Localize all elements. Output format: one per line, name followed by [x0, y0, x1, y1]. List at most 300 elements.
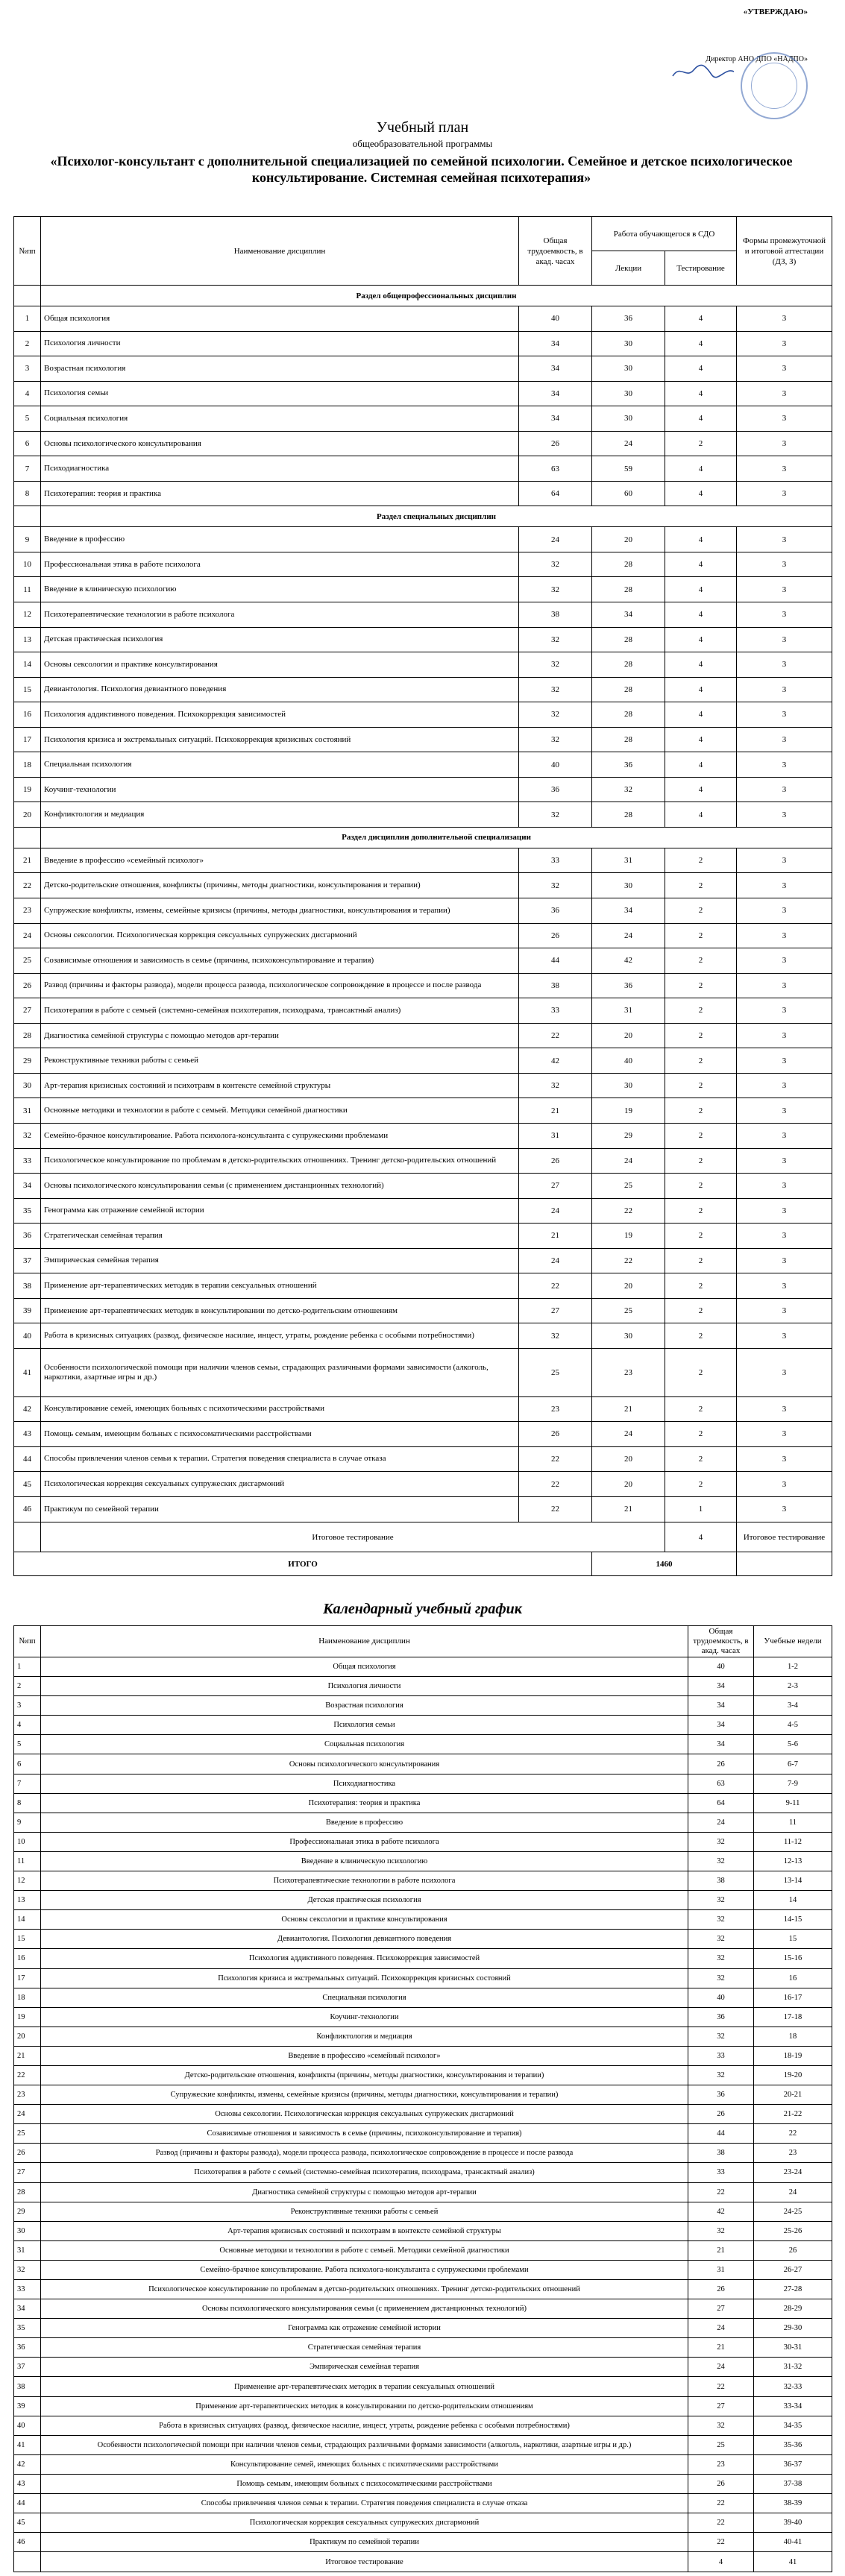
name-cell: Способы привлечения членов семьи к терапии. Стратегия поведения специалиста в случае отказа	[41, 2494, 688, 2513]
calendar-row	[14, 1813, 832, 1832]
lectures-cell: 19	[592, 1098, 665, 1124]
calendar-row	[14, 2454, 832, 2474]
num-cell: 27	[14, 998, 41, 1024]
name-cell: Реконструктивные техники работы с семьей	[41, 1048, 519, 1074]
name-cell: Семейно-брачное консультирование. Работа психолога-консультанта с супружескими проблемами	[41, 2260, 688, 2279]
name-cell: Общая психология	[41, 306, 519, 332]
weeks-cell: 11-12	[754, 1832, 832, 1851]
hours-cell: 34	[519, 381, 592, 406]
hours-cell: 22	[688, 2533, 754, 2552]
testing-cell: 2	[665, 1396, 737, 1422]
num-cell: 34	[14, 2299, 41, 2319]
num-cell: 14	[14, 1910, 41, 1930]
num-cell: 26	[14, 973, 41, 998]
lectures-cell: 28	[592, 577, 665, 602]
curriculum-table	[13, 216, 832, 1576]
testing-cell: 4	[665, 381, 737, 406]
weeks-cell: 29-30	[754, 2319, 832, 2338]
hours-cell: 34	[519, 356, 592, 382]
hours-cell: 64	[688, 1793, 754, 1813]
num-cell: 27	[14, 2163, 41, 2182]
form-cell: 3	[737, 948, 832, 974]
name-cell: Применение арт-терапевтических методик в терапии сексуальных отношений	[41, 1273, 519, 1299]
form-cell: 3	[737, 898, 832, 924]
name-cell: Психология аддиктивного поведения. Психокоррекция зависимостей	[41, 702, 519, 728]
form-cell: 3	[737, 1023, 832, 1048]
hours-cell: 32	[688, 1930, 754, 1949]
testing-cell: 2	[665, 1023, 737, 1048]
hours-cell: 36	[688, 2085, 754, 2105]
testing-cell: 2	[665, 1073, 737, 1098]
calendar-row	[14, 1832, 832, 1851]
hours-cell: 40	[688, 1657, 754, 1677]
num-cell: 39	[14, 2396, 41, 2416]
weeks-cell: 40-41	[754, 2533, 832, 2552]
testing-cell: 2	[665, 431, 737, 456]
testing-cell: 2	[665, 1298, 737, 1323]
testing-cell: 4	[665, 677, 737, 702]
testing-cell: 4	[665, 552, 737, 577]
weeks-cell: 13-14	[754, 1871, 832, 1891]
lectures-cell: 36	[592, 973, 665, 998]
num-cell: 11	[14, 1851, 41, 1871]
testing-cell: 2	[665, 923, 737, 948]
testing-cell: 4	[665, 702, 737, 728]
calendar-row	[14, 2260, 832, 2279]
hours-cell: 36	[519, 777, 592, 802]
calendar-row	[14, 1657, 832, 1677]
num-cell: 44	[14, 1446, 41, 1472]
hours-cell: 32	[519, 702, 592, 728]
name-cell: Психотерапия в работе с семьей (системно-семейная психотерапия, психодрама, трансактный анализ)	[41, 998, 519, 1024]
name-cell: Психодиагностика	[41, 1774, 688, 1793]
hours-cell: 32	[519, 873, 592, 898]
num-cell: 22	[14, 2065, 41, 2085]
lectures-cell: 30	[592, 1073, 665, 1098]
num-cell: 21	[14, 2046, 41, 2065]
name-cell: Психология кризиса и экстремальных ситуаций. Психокоррекция кризисных состояний	[41, 727, 519, 752]
testing-cell: 2	[665, 1098, 737, 1124]
form-cell: 3	[737, 577, 832, 602]
section-title: Раздел общепрофессиональных дисциплин	[41, 286, 832, 306]
approval-word: «УТВЕРЖДАЮ»	[743, 7, 808, 16]
lectures-cell: 30	[592, 381, 665, 406]
hours-cell: 40	[688, 1988, 754, 2007]
hours-cell: 32	[519, 727, 592, 752]
calendar-row	[14, 1851, 832, 1871]
hours-cell: 32	[519, 552, 592, 577]
hours-cell: 32	[688, 2065, 754, 2085]
hours-cell: 32	[519, 802, 592, 828]
weeks-cell: 14	[754, 1891, 832, 1910]
hours-cell: 38	[688, 1871, 754, 1891]
weeks-cell: 2-3	[754, 1677, 832, 1696]
name-cell: Детская практическая психология	[41, 627, 519, 652]
lectures-cell: 28	[592, 802, 665, 828]
lectures-cell: 42	[592, 948, 665, 974]
testing-cell: 2	[665, 1472, 737, 1497]
name-cell: Практикум по семейной терапии	[41, 2533, 688, 2552]
name-cell: Применение арт-терапевтических методик в терапии сексуальных отношений	[41, 2377, 688, 2396]
table-row	[14, 802, 832, 828]
weeks-cell: 33-34	[754, 2396, 832, 2416]
testing-cell: 2	[665, 1348, 737, 1396]
num-cell: 3	[14, 1696, 41, 1716]
num-cell: 2	[14, 1677, 41, 1696]
testing-cell: 4	[665, 577, 737, 602]
num-cell: 17	[14, 727, 41, 752]
num-cell: 15	[14, 677, 41, 702]
num-cell: 29	[14, 1048, 41, 1074]
num-cell: 31	[14, 1098, 41, 1124]
hours-cell: 42	[688, 2202, 754, 2221]
hours-cell: 24	[519, 1198, 592, 1224]
cal-header-hours: Общая трудоемкость, в акад. часах	[688, 1626, 754, 1657]
testing-cell: 4	[665, 727, 737, 752]
form-cell: 3	[737, 1422, 832, 1447]
hours-cell: 22	[688, 2377, 754, 2396]
table-row	[14, 1198, 832, 1224]
num-cell: 34	[14, 1174, 41, 1199]
num-cell: 11	[14, 577, 41, 602]
lectures-cell: 28	[592, 652, 665, 678]
weeks-cell: 6-7	[754, 1754, 832, 1774]
table-row	[14, 777, 832, 802]
hours-cell: 33	[688, 2163, 754, 2182]
hours-cell: 32	[519, 577, 592, 602]
name-cell: Социальная психология	[41, 1735, 688, 1754]
calendar-row	[14, 1949, 832, 1968]
name-cell: Введение в профессию	[41, 527, 519, 552]
name-cell: Девиантология. Психология девиантного поведения	[41, 1930, 688, 1949]
table-row	[14, 677, 832, 702]
num-cell: 33	[14, 2280, 41, 2299]
hours-cell: 34	[688, 1677, 754, 1696]
calendar-row	[14, 2163, 832, 2182]
lectures-cell: 24	[592, 923, 665, 948]
form-cell: 3	[737, 873, 832, 898]
table-row	[14, 381, 832, 406]
table-row	[14, 948, 832, 974]
testing-cell: 2	[665, 1174, 737, 1199]
form-cell: 3	[737, 998, 832, 1024]
hours-cell: 32	[519, 1323, 592, 1349]
hours-cell: 32	[519, 677, 592, 702]
name-cell: Конфликтология и медиация	[41, 2027, 688, 2046]
num-cell: 30	[14, 2221, 41, 2240]
calendar-row	[14, 2105, 832, 2124]
seal-stamp-icon	[741, 52, 808, 119]
calendar-row	[14, 2144, 832, 2163]
name-cell: Основы сексологии. Психологическая коррекция сексуальных супружеских дисгармоний	[41, 2105, 688, 2124]
table-row	[14, 1148, 832, 1174]
weeks-cell: 5-6	[754, 1735, 832, 1754]
lectures-cell: 22	[592, 1198, 665, 1224]
lectures-cell: 32	[592, 777, 665, 802]
calendar-row	[14, 2046, 832, 2065]
calendar-row	[14, 2513, 832, 2533]
name-cell: Способы привлечения членов семьи к терапии. Стратегия поведения специалиста в случае отказа	[41, 1446, 519, 1472]
calendar-table-wrap	[13, 1625, 832, 2572]
name-cell: Основы психологического консультирования	[41, 1754, 688, 1774]
weeks-cell: 4-5	[754, 1716, 832, 1735]
hours-cell: 22	[519, 1273, 592, 1299]
calendar-row	[14, 2377, 832, 2396]
num-cell: 28	[14, 2182, 41, 2202]
name-cell: Основные методики и технологии в работе с семьей. Методики семейной диагностики	[41, 1098, 519, 1124]
hours-cell: 27	[688, 2396, 754, 2416]
hours-cell: 34	[688, 1716, 754, 1735]
testing-cell: 2	[665, 1323, 737, 1349]
testing-cell: 4	[665, 752, 737, 778]
name-cell: Психотерапия: теория и практика	[41, 481, 519, 506]
name-cell: Основы психологического консультирования семьи (с применением дистанционных технологий)	[41, 1174, 519, 1199]
hours-cell: 31	[519, 1123, 592, 1148]
name-cell: Психологическая коррекция сексуальных супружеских дисгармоний	[41, 1472, 519, 1497]
weeks-cell: 32-33	[754, 2377, 832, 2396]
num-cell: 17	[14, 1968, 41, 1988]
name-cell: Общая психология	[41, 1657, 688, 1677]
table-row	[14, 552, 832, 577]
name-cell: Работа в кризисных ситуациях (развод, физическое насилие, инцест, утраты, рождение ребенка с особыми потребностями)	[41, 1323, 519, 1349]
name-cell: Детская практическая психология	[41, 1891, 688, 1910]
testing-cell: 2	[665, 898, 737, 924]
num-cell: 45	[14, 2513, 41, 2533]
name-cell: Основные методики и технологии в работе с семьей. Методики семейной диагностики	[41, 2240, 688, 2260]
num-cell: 32	[14, 1123, 41, 1148]
lectures-cell: 30	[592, 873, 665, 898]
num-cell: 16	[14, 702, 41, 728]
testing-cell: 2	[665, 1446, 737, 1472]
form-cell: 3	[737, 1098, 832, 1124]
name-cell: Введение в профессию	[41, 1813, 688, 1832]
hours-cell: 32	[688, 2416, 754, 2435]
calendar-final-weeks: 41	[754, 2552, 832, 2572]
name-cell: Профессиональная этика в работе психолога	[41, 552, 519, 577]
calendar-row	[14, 1774, 832, 1793]
lectures-cell: 30	[592, 406, 665, 432]
section-row	[14, 827, 832, 848]
hours-cell: 25	[688, 2435, 754, 2454]
weeks-cell: 35-36	[754, 2435, 832, 2454]
hours-cell: 21	[688, 2240, 754, 2260]
calendar-row	[14, 2027, 832, 2046]
form-cell: 3	[737, 652, 832, 678]
table-row	[14, 848, 832, 873]
num-cell: 24	[14, 2105, 41, 2124]
cal-header-name: Наименование дисциплин	[41, 1626, 688, 1657]
num-cell: 31	[14, 2240, 41, 2260]
weeks-cell: 27-28	[754, 2280, 832, 2299]
hours-cell: 21	[688, 2338, 754, 2358]
lectures-cell: 24	[592, 1422, 665, 1447]
calendar-final-label: Итоговое тестирование	[41, 2552, 688, 2572]
lectures-cell: 29	[592, 1123, 665, 1148]
table-row	[14, 431, 832, 456]
num-cell: 46	[14, 2533, 41, 2552]
hours-cell: 34	[688, 1696, 754, 1716]
num-cell: 42	[14, 1396, 41, 1422]
form-cell: 3	[737, 456, 832, 482]
testing-cell: 4	[665, 456, 737, 482]
testing-cell: 4	[665, 527, 737, 552]
name-cell: Детско-родительские отношения, конфликты (причины, методы диагностики, консультирования и терапии)	[41, 2065, 688, 2085]
form-cell: 3	[737, 973, 832, 998]
weeks-cell: 3-4	[754, 1696, 832, 1716]
section-title: Раздел дисциплин дополнительной специализации	[41, 827, 832, 848]
num-cell: 9	[14, 527, 41, 552]
num-cell: 45	[14, 1472, 41, 1497]
num-cell: 41	[14, 1348, 41, 1396]
weeks-cell: 18	[754, 2027, 832, 2046]
lectures-cell: 19	[592, 1224, 665, 1249]
table-row	[14, 752, 832, 778]
weeks-cell: 22	[754, 2124, 832, 2144]
calendar-row	[14, 1988, 832, 2007]
lectures-cell: 30	[592, 1323, 665, 1349]
form-cell: 3	[737, 356, 832, 382]
name-cell: Эмпирическая семейная терапия	[41, 2358, 688, 2377]
testing-cell: 2	[665, 1198, 737, 1224]
form-cell: 3	[737, 752, 832, 778]
num-cell: 4	[14, 1716, 41, 1735]
hours-cell: 36	[688, 2007, 754, 2027]
name-cell: Диагностика семейной структуры с помощью методов арт-терапии	[41, 2182, 688, 2202]
num-cell: 15	[14, 1930, 41, 1949]
table-row	[14, 1396, 832, 1422]
hours-cell: 38	[688, 2144, 754, 2163]
num-cell: 13	[14, 1891, 41, 1910]
form-cell: 3	[737, 431, 832, 456]
weeks-cell: 9-11	[754, 1793, 832, 1813]
name-cell: Возрастная психология	[41, 356, 519, 382]
name-cell: Арт-терапия кризисных состояний и психотравм в контексте семейной структуры	[41, 2221, 688, 2240]
form-cell: 3	[737, 702, 832, 728]
testing-cell: 2	[665, 948, 737, 974]
lectures-cell: 34	[592, 898, 665, 924]
table-row	[14, 1073, 832, 1098]
weeks-cell: 15-16	[754, 1949, 832, 1968]
hours-cell: 36	[519, 898, 592, 924]
lectures-cell: 24	[592, 431, 665, 456]
hours-cell: 24	[688, 2358, 754, 2377]
num-cell: 42	[14, 2454, 41, 2474]
testing-cell: 2	[665, 1248, 737, 1273]
hours-cell: 32	[688, 1832, 754, 1851]
calendar-row	[14, 2202, 832, 2221]
form-cell: 3	[737, 1396, 832, 1422]
form-cell: 3	[737, 481, 832, 506]
num-cell: 30	[14, 1073, 41, 1098]
calendar-row	[14, 2358, 832, 2377]
lectures-cell: 28	[592, 627, 665, 652]
calendar-row	[14, 2533, 832, 2552]
curriculum-table-wrap	[13, 216, 832, 1576]
num-cell: 7	[14, 1774, 41, 1793]
name-cell: Психотерапия: теория и практика	[41, 1793, 688, 1813]
lectures-cell: 31	[592, 848, 665, 873]
final-testing-spacer	[14, 1522, 41, 1552]
num-cell: 1	[14, 306, 41, 332]
hours-cell: 26	[519, 1148, 592, 1174]
total-spacer	[737, 1552, 832, 1576]
name-cell: Основы психологического консультирования	[41, 431, 519, 456]
cal-header-weeks: Учебные недели	[754, 1626, 832, 1657]
form-cell: 3	[737, 331, 832, 356]
hours-cell: 26	[519, 923, 592, 948]
weeks-cell: 15	[754, 1930, 832, 1949]
calendar-row	[14, 1677, 832, 1696]
form-cell: 3	[737, 1348, 832, 1396]
hours-cell: 26	[519, 1422, 592, 1447]
form-cell: 3	[737, 923, 832, 948]
name-cell: Психодиагностика	[41, 456, 519, 482]
lectures-cell: 20	[592, 1273, 665, 1299]
name-cell: Социальная психология	[41, 406, 519, 432]
hours-cell: 33	[519, 998, 592, 1024]
testing-cell: 2	[665, 1273, 737, 1299]
name-cell: Введение в профессию «семейный психолог»	[41, 848, 519, 873]
num-cell: 6	[14, 431, 41, 456]
calendar-row	[14, 2182, 832, 2202]
num-cell: 5	[14, 406, 41, 432]
table-row	[14, 652, 832, 678]
calendar-final-row	[14, 2552, 832, 2572]
num-cell: 20	[14, 2027, 41, 2046]
form-cell: 3	[737, 802, 832, 828]
form-cell: 3	[737, 848, 832, 873]
hours-cell: 22	[519, 1496, 592, 1522]
weeks-cell: 26-27	[754, 2260, 832, 2279]
name-cell: Особенности психологической помощи при наличии членов семьи, страдающих различными формами зависимости (алкоголь, наркотики, азартные игры и др.)	[41, 1348, 519, 1396]
form-cell: 3	[737, 1174, 832, 1199]
name-cell: Применение арт-терапевтических методик в консультировании по детско-родительским отношениям	[41, 1298, 519, 1323]
calendar-row	[14, 1891, 832, 1910]
num-cell: 22	[14, 873, 41, 898]
weeks-cell: 16	[754, 1968, 832, 1988]
hours-cell: 32	[519, 627, 592, 652]
testing-cell: 1	[665, 1496, 737, 1522]
name-cell: Помощь семьям, имеющим больных с психосоматическими расстройствами	[41, 1422, 519, 1447]
lectures-cell: 30	[592, 331, 665, 356]
lectures-cell: 24	[592, 1148, 665, 1174]
name-cell: Коучинг-технологии	[41, 777, 519, 802]
testing-cell: 2	[665, 998, 737, 1024]
form-cell: 3	[737, 1224, 832, 1249]
num-cell: 10	[14, 1832, 41, 1851]
num-cell: 46	[14, 1496, 41, 1522]
calendar-row	[14, 1716, 832, 1735]
table-row	[14, 923, 832, 948]
lectures-cell: 40	[592, 1048, 665, 1074]
calendar-row	[14, 2221, 832, 2240]
lectures-cell: 59	[592, 456, 665, 482]
section-row	[14, 506, 832, 527]
final-testing-hours: 4	[665, 1522, 737, 1552]
hours-cell: 22	[519, 1023, 592, 1048]
calendar-row	[14, 2319, 832, 2338]
weeks-cell: 17-18	[754, 2007, 832, 2027]
name-cell: Особенности психологической помощи при наличии членов семьи, страдающих различными формами зависимости (алкоголь, наркотики, азартные игры и др.)	[41, 2435, 688, 2454]
hours-cell: 40	[519, 752, 592, 778]
weeks-cell: 37-38	[754, 2474, 832, 2493]
name-cell: Основы психологического консультирования семьи (с применением дистанционных технологий)	[41, 2299, 688, 2319]
weeks-cell: 11	[754, 1813, 832, 1832]
weeks-cell: 26	[754, 2240, 832, 2260]
name-cell: Стратегическая семейная терапия	[41, 2338, 688, 2358]
hours-cell: 22	[519, 1446, 592, 1472]
name-cell: Арт-терапия кризисных состояний и психотравм в контексте семейной структуры	[41, 1073, 519, 1098]
